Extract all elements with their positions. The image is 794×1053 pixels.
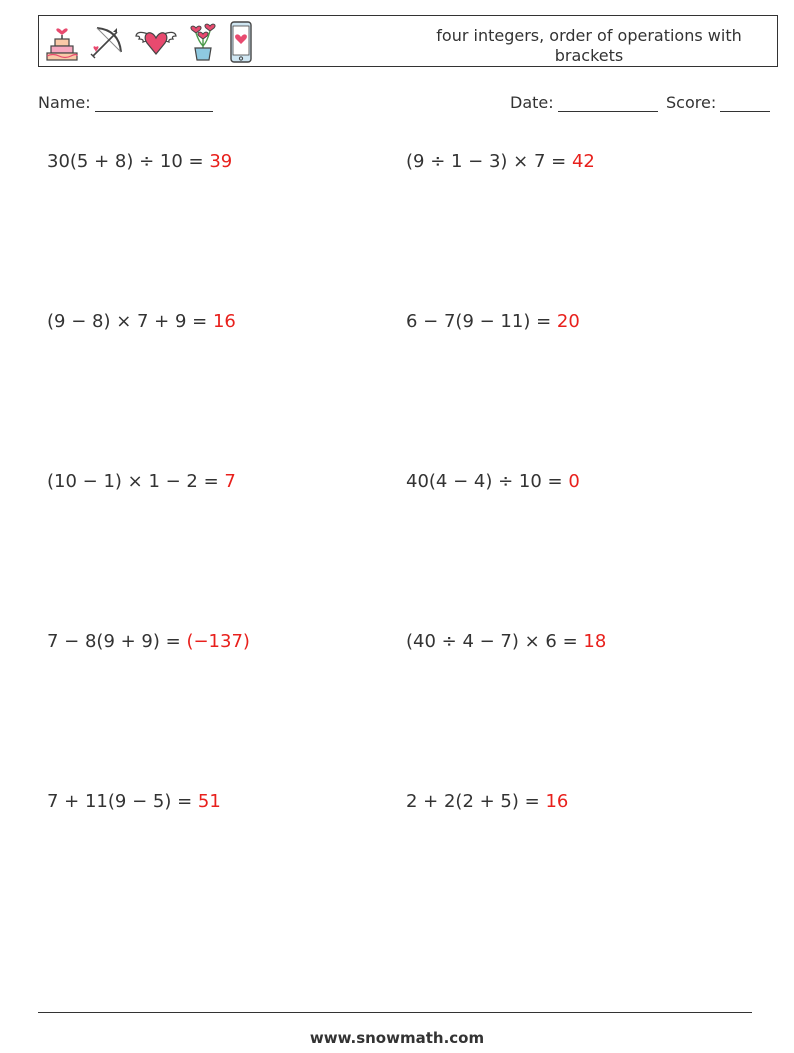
date-blank[interactable] <box>558 93 658 112</box>
problem-answer: 42 <box>571 151 595 172</box>
problem-expression: 30(5 + 8) ÷ 10 = <box>47 151 204 172</box>
bow-arrow-icon <box>89 24 125 60</box>
footer-site: www.snowmath.com <box>309 1029 485 1047</box>
winged-heart-icon <box>135 26 177 58</box>
icon-strip <box>45 20 253 64</box>
footer-divider <box>38 1012 752 1013</box>
worksheet-title: four integers, order of operations with brackets <box>436 26 742 65</box>
score-label: Score: <box>666 93 717 112</box>
problem-6 <box>406 471 580 492</box>
problem-4 <box>406 311 580 332</box>
problem-2 <box>406 151 595 172</box>
problem-answer: 51 <box>197 791 221 812</box>
problem-10 <box>406 791 568 812</box>
name-label: Name: <box>38 93 91 112</box>
problem-expression: 40(4 − 4) ÷ 10 = <box>406 471 563 492</box>
problem-1 <box>47 151 232 172</box>
problem-8 <box>406 631 606 652</box>
problem-answer: 18 <box>583 631 607 652</box>
name-field[interactable] <box>38 93 213 112</box>
problem-expression: (40 ÷ 4 − 7) × 6 = <box>406 631 578 652</box>
phone-heart-icon <box>229 21 253 63</box>
score-blank[interactable] <box>720 93 770 112</box>
problem-3 <box>47 311 236 332</box>
cake-icon <box>45 22 79 62</box>
header-box <box>38 15 778 67</box>
problem-5 <box>47 471 236 492</box>
problem-answer: 39 <box>209 151 233 172</box>
problem-answer: (−137) <box>186 631 250 652</box>
problem-answer: 16 <box>545 791 569 812</box>
problem-expression: (9 − 8) × 7 + 9 = <box>47 311 208 332</box>
date-field[interactable] <box>510 93 658 112</box>
score-field[interactable] <box>666 93 770 112</box>
problem-expression: 6 − 7(9 − 11) = <box>406 311 552 332</box>
problem-expression: 7 + 11(9 − 5) = <box>47 791 193 812</box>
problem-expression: (10 − 1) × 1 − 2 = <box>47 471 219 492</box>
problem-expression: (9 ÷ 1 − 3) × 7 = <box>406 151 567 172</box>
problem-answer: 16 <box>212 311 236 332</box>
date-label: Date: <box>510 93 554 112</box>
heart-plant-icon <box>187 22 219 62</box>
problem-expression: 7 − 8(9 + 9) = <box>47 631 181 652</box>
name-blank[interactable] <box>95 93 213 112</box>
problem-expression: 2 + 2(2 + 5) = <box>406 791 540 812</box>
problem-answer: 7 <box>224 471 236 492</box>
problem-answer: 20 <box>556 311 580 332</box>
problem-7 <box>47 631 250 652</box>
problem-9 <box>47 791 221 812</box>
problem-answer: 0 <box>568 471 580 492</box>
